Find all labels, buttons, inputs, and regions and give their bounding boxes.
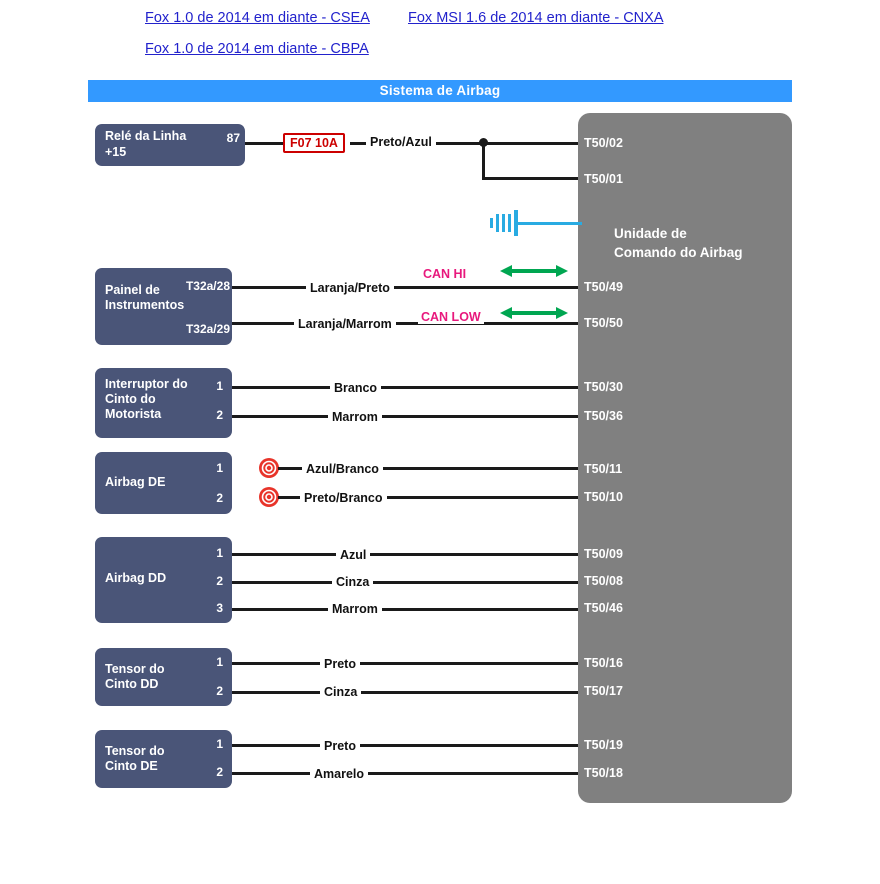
terminal-t5030: T50/30 [584, 380, 623, 394]
component-label-line2: Cinto do [105, 392, 156, 406]
terminal-t5011: T50/11 [584, 462, 623, 476]
terminal-t5001: T50/01 [584, 172, 623, 186]
wire-ground [516, 222, 582, 225]
component-label-line1: Tensor do [105, 662, 165, 676]
wire-label-amarelo: Amarelo [310, 767, 368, 781]
can-hi-label: CAN HI [420, 267, 469, 281]
wire-label-preto-2: Preto [320, 739, 360, 753]
can-low-arrow-icon [500, 303, 568, 323]
link-fox-cnxa[interactable]: Fox MSI 1.6 de 2014 em diante - CNXA [408, 10, 664, 26]
wire-label-cinza-1: Cinza [332, 575, 373, 589]
airbag-control-unit-label [614, 224, 784, 262]
link-fox-cbpa[interactable]: Fox 1.0 de 2014 em diante - CBPA [145, 41, 369, 57]
diagram-title: Sistema de Airbag [88, 80, 792, 102]
terminal-t5019: T50/19 [584, 738, 623, 752]
terminal-t5036: T50/36 [584, 409, 623, 423]
wire-branco [232, 386, 578, 389]
component-label-line3: Motorista [105, 407, 162, 421]
wire-label-preto-1: Preto [320, 657, 360, 671]
wire-marrom-2 [232, 608, 578, 611]
pin-t32a-28: T32a/28 [185, 279, 230, 293]
wire-cinza-2 [232, 691, 578, 694]
component-label-line1: Interruptor do [105, 377, 188, 391]
pin-t32a-29: T32a/29 [185, 322, 230, 336]
pin-2: 2 [216, 765, 223, 779]
terminal-t5010: T50/10 [584, 490, 623, 504]
component-label-line2: Cinto DE [105, 759, 158, 773]
component-label-line1: Painel de [105, 283, 160, 297]
terminal-t5016: T50/16 [584, 656, 623, 670]
wire-segment [245, 142, 285, 145]
component-label-line1: Relé da Linha [105, 129, 187, 143]
wire-preto-2 [232, 744, 578, 747]
terminal-t5049: T50/49 [584, 280, 623, 294]
terminal-t5008: T50/08 [584, 574, 623, 588]
wire-label-preto-azul: Preto/Azul [366, 135, 436, 149]
ecu-label-line2: Comando do Airbag [614, 245, 743, 260]
terminal-t5009: T50/09 [584, 547, 623, 561]
wire-label-laranja-preto: Laranja/Preto [306, 281, 394, 295]
pin-2: 2 [216, 408, 223, 422]
wire-marrom-1 [232, 415, 578, 418]
ground-icon [484, 208, 520, 238]
wire-label-laranja-marrom: Laranja/Marrom [294, 317, 396, 331]
wire-label-azul: Azul [336, 548, 370, 562]
component-label-line2: Cinto DD [105, 677, 159, 691]
pin-1: 1 [216, 379, 223, 393]
pin-87: 87 [226, 131, 240, 145]
pin-1: 1 [216, 655, 223, 669]
terminal-t5018: T50/18 [584, 766, 623, 780]
squib-igniter-icon [258, 457, 280, 479]
terminal-t5017: T50/17 [584, 684, 623, 698]
can-hi-arrow-icon [500, 261, 568, 281]
component-label-line2: Instrumentos [105, 298, 185, 312]
link-fox-csea[interactable]: Fox 1.0 de 2014 em diante - CSEA [145, 10, 370, 26]
component-label-line1: Airbag DD [105, 571, 167, 585]
fuse-f07: F07 10A [283, 133, 345, 153]
wire-label-cinza-2: Cinza [320, 685, 361, 699]
terminal-t5046: T50/46 [584, 601, 623, 615]
terminal-t5002: T50/02 [584, 136, 623, 150]
wire-amarelo [232, 772, 578, 775]
airbag-control-unit [578, 113, 792, 803]
pin-2: 2 [216, 574, 223, 588]
wire-label-marrom-1: Marrom [328, 410, 382, 424]
ecu-label-line1: Unidade de [614, 226, 687, 241]
can-low-label: CAN LOW [418, 310, 484, 324]
pin-2: 2 [216, 684, 223, 698]
wire-label-branco: Branco [330, 381, 381, 395]
wire-cinza-1 [232, 581, 578, 584]
wire-branch-vertical [482, 142, 485, 179]
pin-3: 3 [216, 601, 223, 615]
component-label-line1: Tensor do [105, 744, 165, 758]
pin-1: 1 [216, 461, 223, 475]
wire-azul [232, 553, 578, 556]
wire-label-marrom-2: Marrom [328, 602, 382, 616]
terminal-t5050: T50/50 [584, 316, 623, 330]
component-label-line1: Airbag DE [105, 475, 166, 489]
wire-to-t5001 [482, 177, 578, 180]
wire-label-preto-branco: Preto/Branco [300, 491, 387, 505]
wire-preto-1 [232, 662, 578, 665]
squib-igniter-icon [258, 486, 280, 508]
pin-1: 1 [216, 546, 223, 560]
wire-laranja-preto [232, 286, 578, 289]
pin-2: 2 [216, 491, 223, 505]
pin-1: 1 [216, 737, 223, 751]
wire-label-azul-branco: Azul/Branco [302, 462, 383, 476]
component-label-line2: +15 [105, 145, 127, 159]
